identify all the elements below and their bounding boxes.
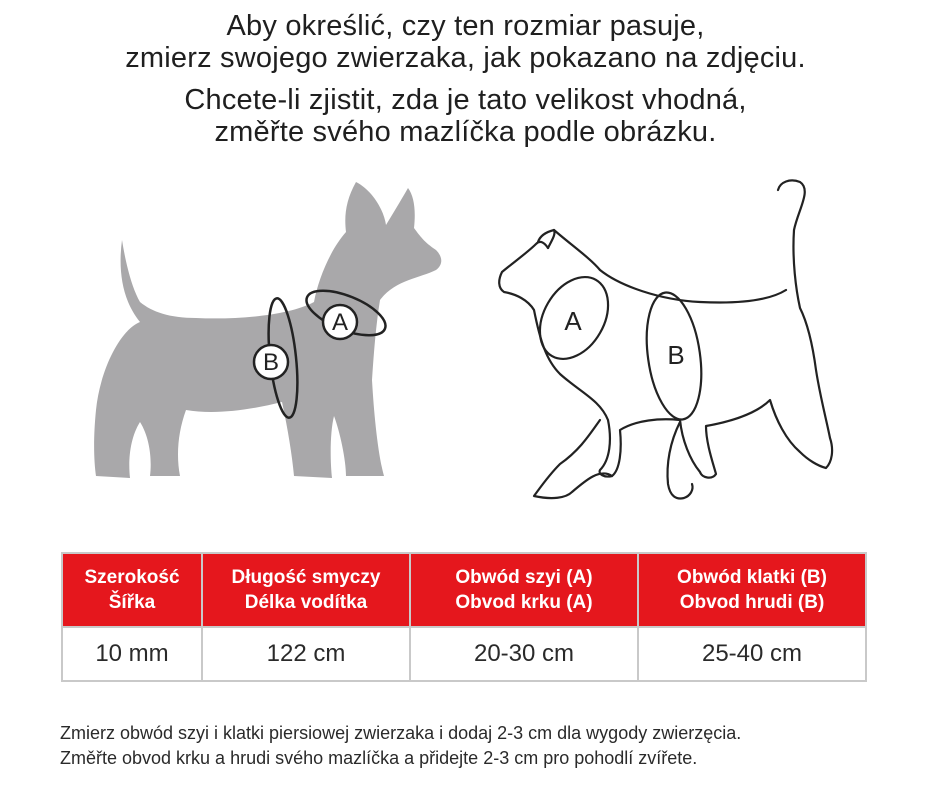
note-czech: Změřte obvod krku a hrudi svého mazlíčka a přidejte 2-3 cm pro pohodlí zvířete. xyxy=(60,748,698,768)
size-table-row xyxy=(62,627,866,681)
heading-polish-line1: Aby określić, czy ten rozmiar pasuje, xyxy=(226,10,705,42)
size-table-header-row xyxy=(62,553,866,627)
header-chest-pl: Obwód klatki (B) xyxy=(677,567,827,588)
header-width-cz: Šířka xyxy=(108,592,156,613)
header-leash-length-pl: Długość smyczy xyxy=(231,567,381,588)
heading-czech-line1: Chcete-li zjistit, zda je tato velikost vhodná, xyxy=(184,84,747,116)
svg-text:B: B xyxy=(262,349,280,376)
heading-polish xyxy=(0,10,931,74)
dog-label-a xyxy=(323,305,357,339)
dog-label-b xyxy=(254,345,288,379)
header-width-pl: Szerokość xyxy=(84,567,180,588)
note-polish: Zmierz obwód szyi i klatki piersiowej zwierzaka i dodaj 2-3 cm dla wygody zwierzęcia. xyxy=(60,723,742,743)
value-width: 10 mm xyxy=(62,627,202,681)
svg-text:A: A xyxy=(331,309,349,336)
header-chest-cz: Obvod hrudi (B) xyxy=(679,592,825,613)
size-table xyxy=(61,552,867,682)
value-chest-circumference: 25-40 cm xyxy=(638,627,866,681)
value-neck-circumference: 20-30 cm xyxy=(410,627,638,681)
heading-czech-line2: změřte svého mazlíčka podle obrázku. xyxy=(214,116,717,148)
cat-label-a: A xyxy=(564,306,582,336)
cat-outline xyxy=(499,180,832,498)
pet-measurement-illustration xyxy=(0,170,931,510)
header-width xyxy=(62,553,202,627)
header-neck-cz: Obvod krku (A) xyxy=(455,592,593,613)
header-neck-circumference xyxy=(410,553,638,627)
heading-czech xyxy=(0,84,931,148)
header-chest-circumference xyxy=(638,553,866,627)
cat-label-b: B xyxy=(667,340,685,370)
value-leash-length: 122 cm xyxy=(202,627,410,681)
header-leash-length xyxy=(202,553,410,627)
heading-polish-line2: zmierz swojego zwierzaka, jak pokazano na zdjęciu. xyxy=(125,42,806,74)
header-neck-pl: Obwód szyi (A) xyxy=(455,567,593,588)
header-leash-length-cz: Délka vodítka xyxy=(244,592,368,613)
